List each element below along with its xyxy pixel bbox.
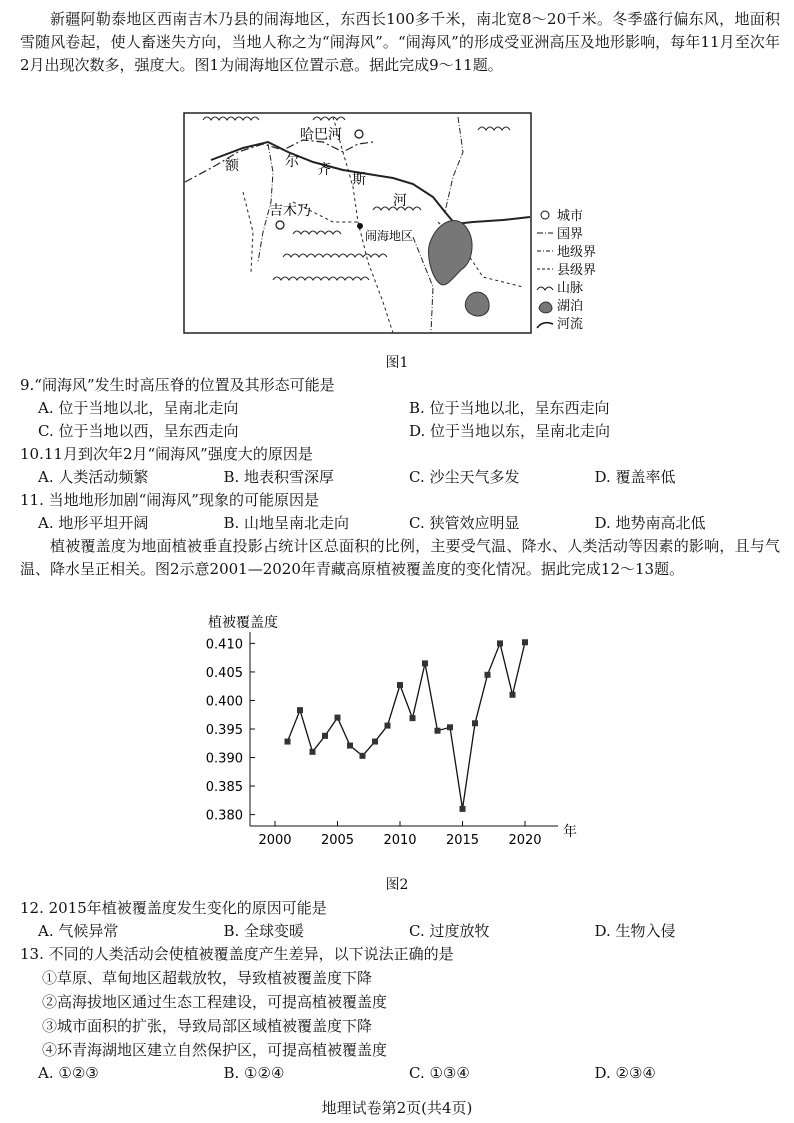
- q10-option-b[interactable]: B. 地表积雪深厚: [223, 468, 335, 486]
- q12-option-a[interactable]: A. 气候异常: [38, 922, 119, 940]
- label-habahe: 哈巴河: [300, 127, 342, 143]
- series-line: [288, 642, 526, 809]
- q10-option-a[interactable]: A. 人类活动频繁: [38, 468, 149, 486]
- river-char-3: 齐: [317, 162, 331, 178]
- q11-option-c[interactable]: C. 狭管效应明显: [409, 514, 520, 532]
- q11-option-d[interactable]: D. 地势南高北低: [594, 514, 706, 532]
- y-tick-label: 0.405: [205, 665, 243, 681]
- label-jimunai: 吉木乃: [269, 203, 311, 219]
- data-point-2020: [522, 639, 528, 645]
- q9-option-c[interactable]: C. 位于当地以西，呈东西走向: [38, 422, 239, 440]
- questions-9-11: [20, 374, 780, 581]
- city-habahe-marker: [355, 130, 363, 138]
- city-jimunai-marker: [276, 221, 284, 229]
- river-line: [211, 142, 530, 224]
- q12-option-c[interactable]: C. 过度放牧: [409, 922, 490, 940]
- data-point-2005: [335, 715, 341, 721]
- q11-option-a[interactable]: A. 地形平坦开阔: [38, 514, 149, 532]
- q13-option-a[interactable]: A. ①②③: [38, 1064, 99, 1082]
- q13-stem: 13. 不同的人类活动会使植被覆盖度产生差异，以下说法正确的是: [20, 945, 454, 963]
- x-tick-label: 2005: [320, 833, 355, 848]
- q12-stem: 12. 2015年植被覆盖度发生变化的原因可能是: [20, 899, 327, 917]
- intro-text-2: 植被覆盖度为地面植被垂直投影占统计区总面积的比例，主要受气温、降水、人类活动等因素的影响，且与气温、降水呈正相关。图2示意2001—2020年青藏高原植被覆盖度的变化情况。据此完成12～13题。: [20, 537, 780, 578]
- q11-stem: 11. 当地地形加剧“闹海风”现象的可能原因是: [20, 491, 319, 509]
- q13-item-4: ④环青海湖地区建立自然保护区，可提高植被覆盖度: [42, 1041, 388, 1059]
- legend-city: 城市: [557, 209, 584, 224]
- legend-national-border: 国界: [557, 227, 584, 242]
- river-char-2: 尔: [285, 154, 299, 170]
- data-point-2014: [447, 724, 453, 730]
- label-naohai: 闹海地区: [365, 229, 414, 243]
- legend-county-border: 县级界: [557, 263, 597, 278]
- q12-option-d[interactable]: D. 生物入侵: [594, 922, 676, 940]
- data-point-2007: [360, 753, 366, 759]
- data-point-2008: [372, 739, 378, 745]
- legend-prefecture-border: 地级界: [557, 245, 597, 260]
- figure-1-caption: 图1: [385, 355, 409, 371]
- data-point-2004: [322, 733, 328, 739]
- river-char-4: 斯: [352, 172, 366, 188]
- q11-option-b[interactable]: B. 山地呈南北走向: [223, 514, 350, 532]
- y-tick-label: 0.385: [205, 780, 243, 796]
- q10-stem: 10.11月到次年2月“闹海风”强度大的原因是: [20, 445, 313, 463]
- intro-text-1: 新疆阿勒泰地区西南吉木乃县的闹海地区，东西长100多千米，南北宽8～20千米。冬季盛行偏东风，地面积雪随风卷起，使人畜迷失方向，当地人称之为“闹海风”。“闹海风”的形成受亚洲高压及地形影响，每年11月至次年2月出现次数多，强度大。图1为闹海地区位置示意。据此完成9～11题。: [20, 10, 780, 74]
- q13-option-b[interactable]: B. ①②④: [223, 1064, 285, 1082]
- q10-option-d[interactable]: D. 覆盖率低: [594, 468, 676, 486]
- data-point-2003: [310, 749, 316, 755]
- data-point-2018: [497, 640, 503, 646]
- chart-ylabel: 植被覆盖度: [208, 615, 278, 631]
- x-tick-label: 2015: [445, 833, 480, 848]
- data-point-2013: [435, 728, 441, 734]
- chart-xlabel: 年: [563, 824, 577, 840]
- questions-12-13: [20, 897, 780, 1085]
- data-point-2016: [472, 720, 478, 726]
- river-char-1: 额: [225, 158, 239, 174]
- data-point-2010: [397, 682, 403, 688]
- naohai-marker: [357, 223, 363, 229]
- figure-2-chart: [200, 610, 590, 860]
- q13-option-c[interactable]: C. ①③④: [409, 1064, 470, 1082]
- legend-lake: 湖泊: [557, 299, 584, 314]
- x-tick-label: 2020: [508, 833, 542, 848]
- q10-option-c[interactable]: C. 沙尘天气多发: [409, 468, 520, 486]
- lake-large: [429, 221, 472, 285]
- figure-2-caption: 图2: [385, 877, 409, 893]
- q9-option-a[interactable]: A. 位于当地以北，呈南北走向: [38, 399, 239, 417]
- figure-1-map: [183, 112, 597, 334]
- q13-options: [20, 1062, 780, 1085]
- q9-stem: 9.“闹海风”发生时高压脊的位置及其形态可能是: [20, 376, 335, 394]
- data-point-2017: [485, 672, 491, 678]
- q10-options: [20, 466, 780, 489]
- intro-passage-1: [20, 8, 780, 77]
- data-point-2001: [285, 739, 291, 745]
- legend-mountain: 山脉: [557, 281, 584, 296]
- y-tick-label: 0.395: [205, 723, 243, 738]
- q13-item-1: ①草原、草甸地区超载放牧，导致植被覆盖度下降: [42, 969, 373, 987]
- data-point-2002: [297, 707, 303, 713]
- map-legend: [537, 209, 596, 332]
- q13-item-3: ③城市面积的扩张，导致局部区域植被覆盖度下降: [42, 1017, 373, 1035]
- q13-item-2: ②高海拔地区通过生态工程建设，可提高植被覆盖度: [42, 993, 388, 1011]
- q12-option-b[interactable]: B. 全球变暖: [223, 922, 305, 940]
- legend-river: 河流: [557, 317, 584, 332]
- data-point-2019: [510, 692, 516, 698]
- y-tick-label: 0.390: [205, 751, 243, 767]
- q9-options-row1: [20, 397, 780, 420]
- y-tick-label: 0.380: [205, 808, 243, 824]
- q11-options: [20, 512, 780, 535]
- national-border: [185, 140, 373, 182]
- data-point-2009: [385, 723, 391, 729]
- map-svg: [183, 112, 597, 334]
- q13-option-d[interactable]: D. ②③④: [594, 1064, 656, 1082]
- chart-svg: [200, 610, 590, 860]
- data-point-2006: [347, 743, 353, 749]
- q12-options: [20, 920, 780, 943]
- data-point-2012: [422, 660, 428, 666]
- river-char-5: 河: [393, 193, 407, 209]
- x-tick-label: 2000: [258, 833, 292, 848]
- page-footer: 地理试卷第2页(共4页): [321, 1099, 473, 1117]
- data-point-2011: [410, 715, 416, 721]
- x-tick-label: 2010: [383, 833, 417, 848]
- y-tick-label: 0.410: [205, 637, 243, 653]
- county-border: [333, 117, 393, 333]
- y-tick-label: 0.400: [205, 694, 243, 710]
- data-point-2015: [460, 806, 466, 812]
- lake-small: [465, 292, 489, 316]
- q9-option-d[interactable]: D. 位于当地以东，呈南北走向: [409, 422, 611, 440]
- q9-options-row2: [20, 420, 780, 443]
- q9-option-b[interactable]: B. 位于当地以北，呈东西走向: [409, 399, 610, 417]
